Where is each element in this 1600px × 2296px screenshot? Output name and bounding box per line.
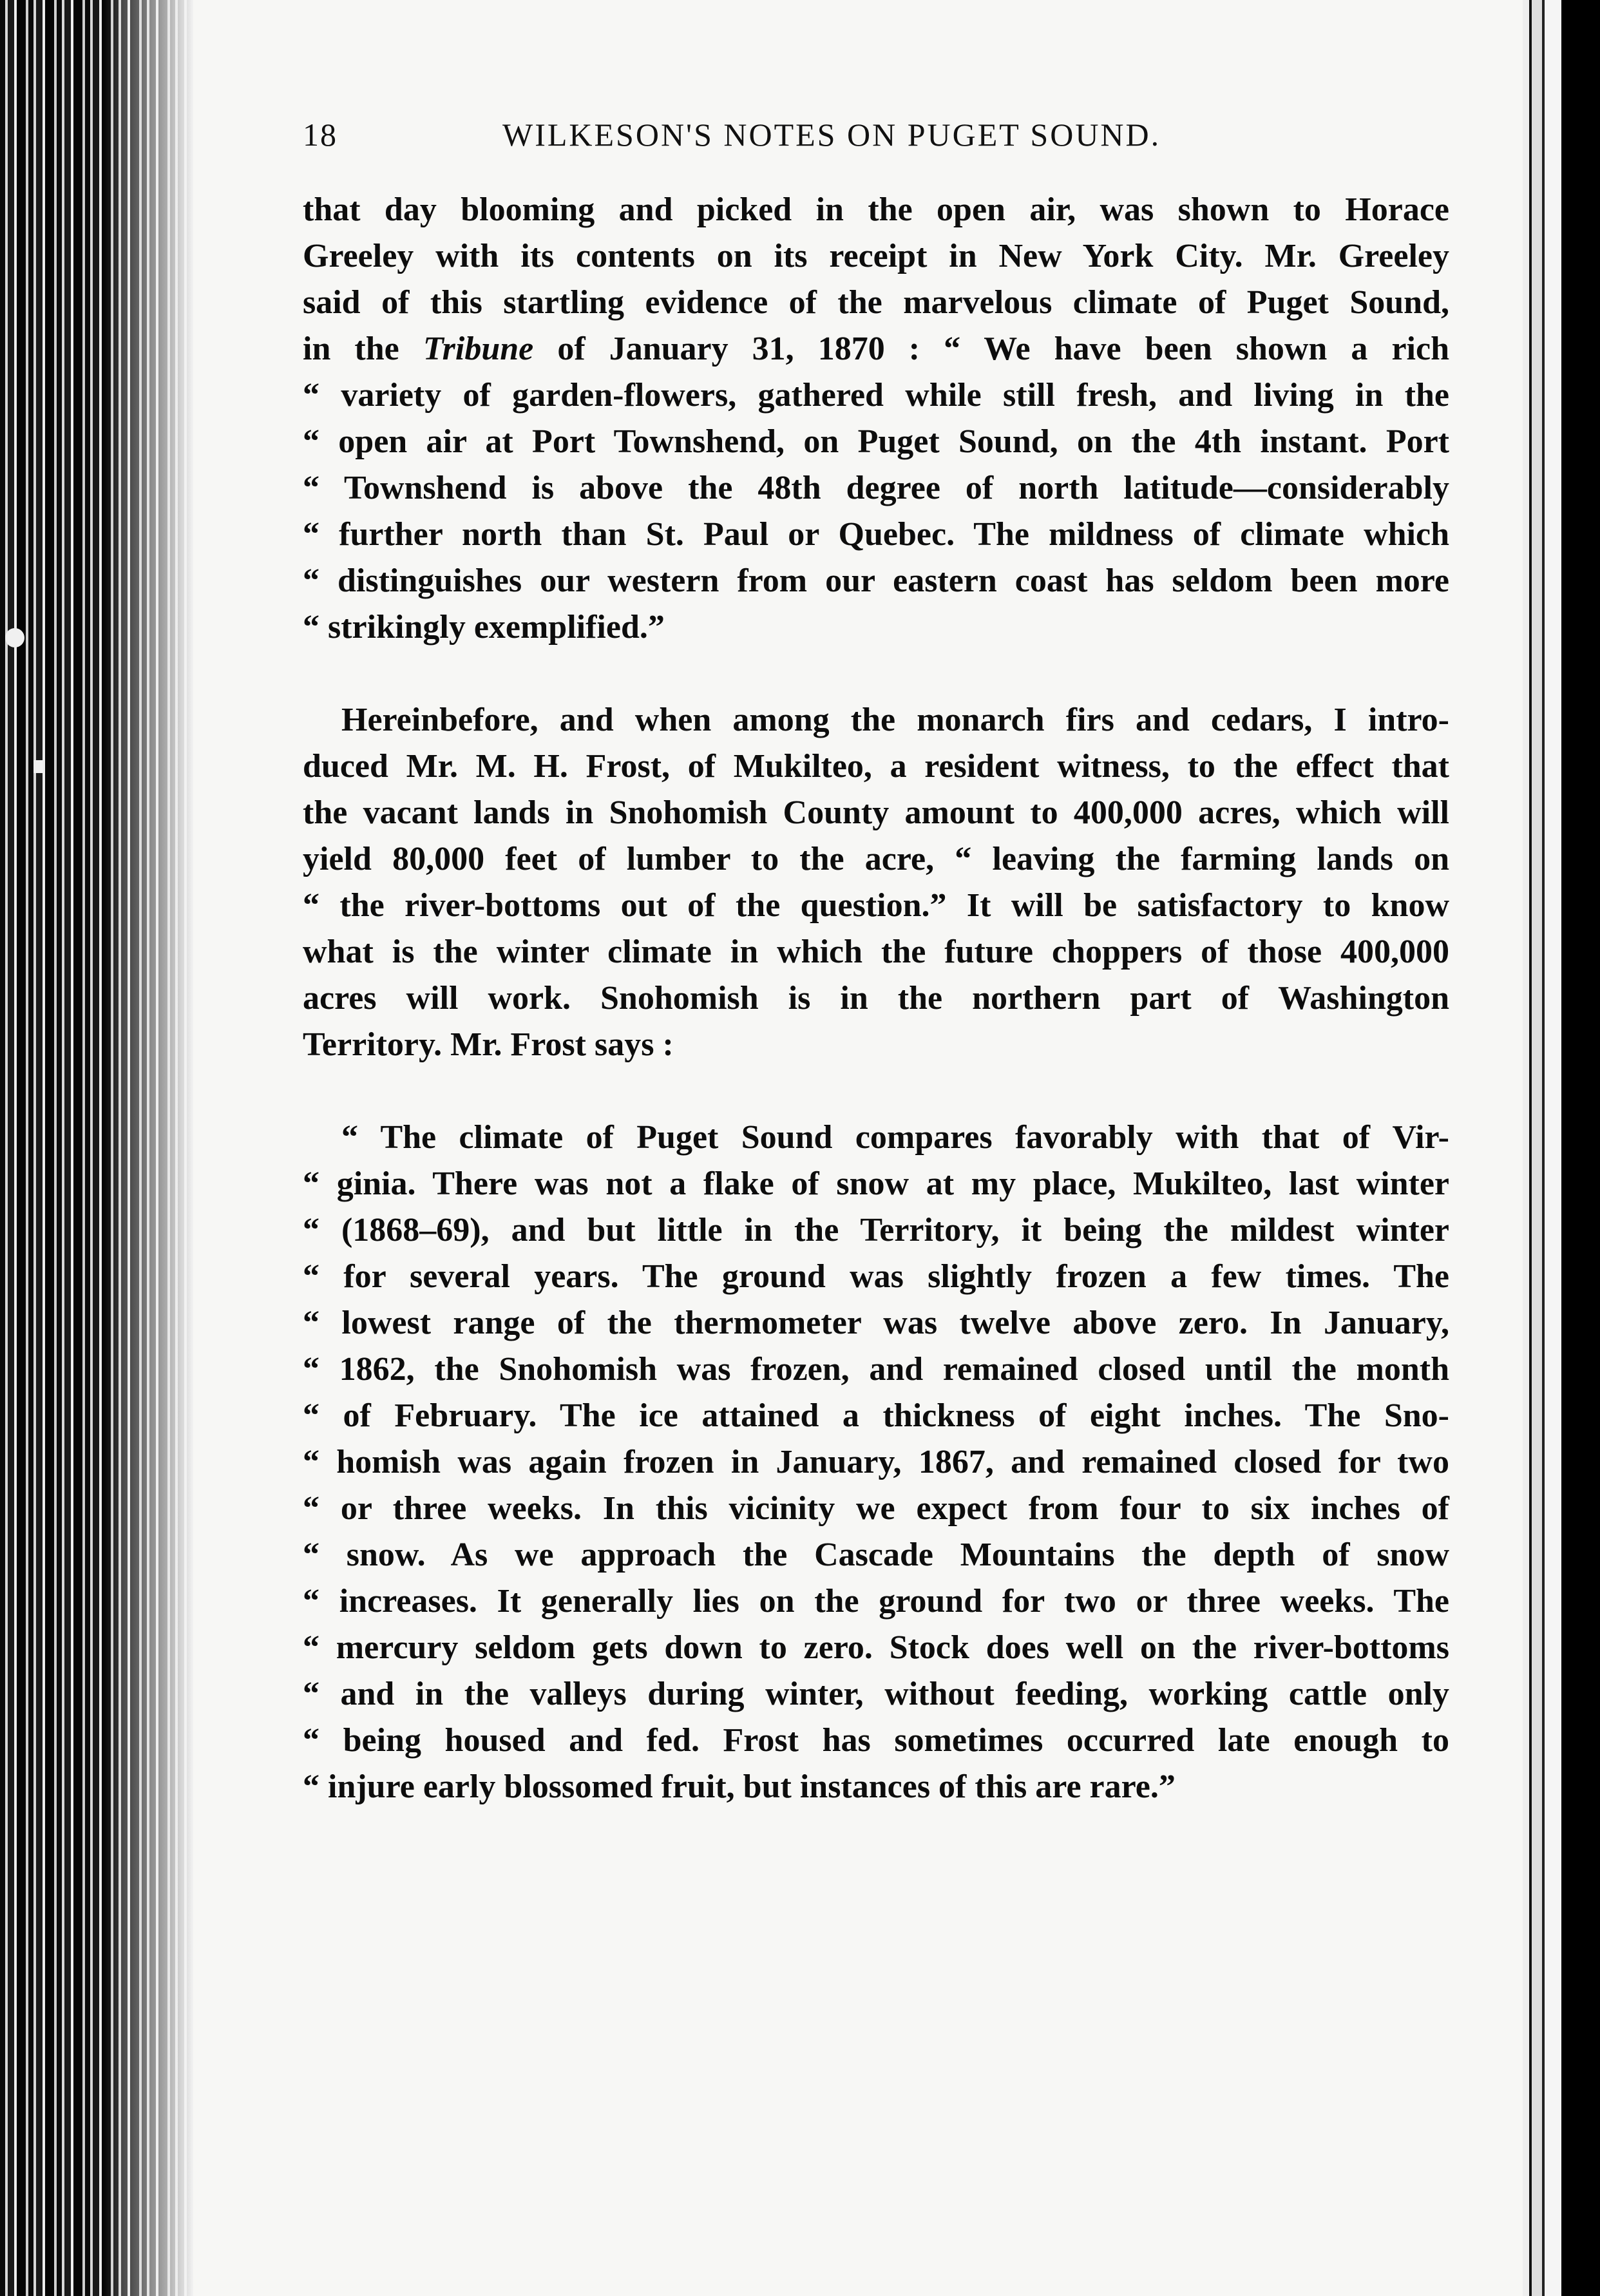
text-line: “ and in the valleys during winter, without feeding, working cattle only [303,1676,1449,1712]
running-header [303,116,1449,161]
book-edge-right [1523,0,1600,2296]
text-line: said of this startling evidence of the marvelous climate of Puget Sound, [303,284,1449,321]
text-line: “ lowest range of the thermometer was twelve above zero. In January, [303,1305,1449,1341]
text-line: “ variety of garden-flowers, gathered while still fresh, and living in the [303,377,1449,414]
text-line: “ (1868–69), and but little in the Territory, it being the mildest winter [303,1212,1449,1248]
text-line: “ strikingly exemplified.” [303,609,665,646]
text-line: “ further north than St. Paul or Quebec. The mildness of climate which [303,516,1449,553]
paragraph-greeley-quote [303,187,1449,651]
paragraph-gap [303,1068,1449,1115]
text-line: the vacant lands in Snohomish County amount to 400,000 acres, which will [303,794,1449,831]
paragraph-frost-intro [303,697,1449,1068]
text-line: “ homish was again frozen in January, 1867, and remained closed for two [303,1444,1449,1480]
text-line: “ increases. It generally lies on the ground for two or three weeks. The [303,1583,1449,1620]
text-line: “ ginia. There was not a flake of snow at my place, Mukilteo, last winter [303,1165,1449,1202]
text-fragment: in the [303,330,423,367]
text-line: duced Mr. M. H. Frost, of Mukilteo, a resident witness, to the effect that [303,748,1449,785]
text-line: “ The climate of Puget Sound compares favorably with that of Vir- [341,1119,1449,1156]
text-line: yield 80,000 feet of lumber to the acre, “ leaving the farming lands on [303,841,1449,877]
text-line: acres will work. Snohomish is in the northern part of Washington [303,980,1449,1017]
newspaper-title: Tribune [423,330,534,367]
page-body [303,187,1449,1810]
book-page [193,0,1523,2296]
text-line: “ 1862, the Snohomish was frozen, and remained closed until the month [303,1351,1449,1388]
text-line: “ of February. The ice attained a thickness of eight inches. The Sno- [303,1397,1449,1434]
scan-speck [5,628,24,647]
text-line: “ distinguishes our western from our eastern coast has seldom been more [303,562,1449,599]
text-line: “ the river-bottoms out of the question.” It will be satisfactory to know [303,887,1449,924]
text-line: that day blooming and picked in the open air, was shown to Horace [303,191,1449,228]
text-line: what is the winter climate in which the future choppers of those 400,000 [303,933,1449,970]
text-line: Territory. Mr. Frost says : [303,1026,674,1063]
text-fragment: of January 31, 1870 : “ We have been shown a rich [533,330,1449,367]
book-edge-left [0,0,193,2296]
text-line: Hereinbefore, and when among the monarch firs and cedars, I intro- [341,702,1449,738]
text-line: Greeley with its contents on its receipt in New York City. Mr. Greeley [303,238,1449,274]
text-line: “ injure early blossomed fruit, but instances of this are rare.” [303,1768,1176,1805]
text-line: “ being housed and fed. Frost has sometimes occurred late enough to [303,1722,1449,1759]
text-line: “ Townshend is above the 48th degree of north latitude—considerably [303,470,1449,506]
page-number: 18 [303,117,338,153]
text-line: “ mercury seldom gets down to zero. Stock does well on the river-bottoms [303,1629,1449,1666]
edge-shadow [103,0,193,2296]
text-line: “ snow. As we approach the Cascade Mountains the depth of snow [303,1536,1449,1573]
text-line: “ open air at Port Townshend, on Puget Sound, on the 4th instant. Port [303,423,1449,460]
text-line: “ or three weeks. In this vicinity we expect from four to six inches of [303,1490,1449,1527]
text-line: “ for several years. The ground was slightly frozen a few times. The [303,1258,1449,1295]
text-line [303,326,1449,372]
paragraph-gap [303,651,1449,697]
running-title: WILKESON'S NOTES ON PUGET SOUND. [502,117,1161,153]
scan-speck [33,760,43,773]
paragraph-frost-quote [303,1115,1449,1810]
